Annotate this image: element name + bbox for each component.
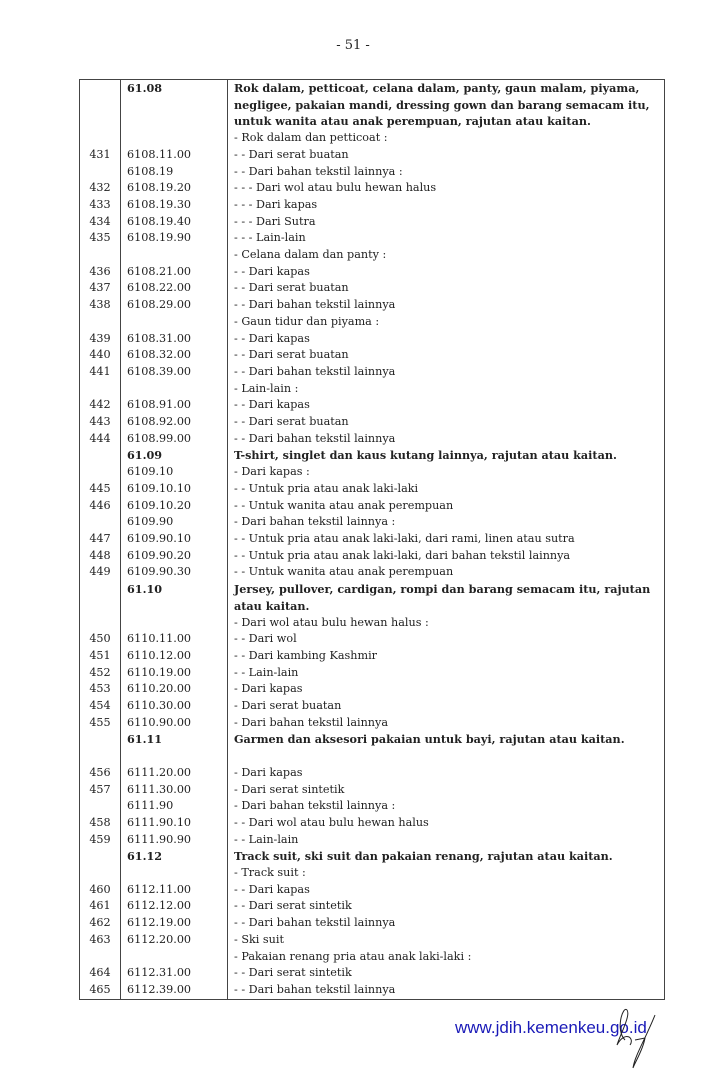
table-row	[80, 347, 665, 364]
description: - - Untuk pria atau anak laki-laki	[234, 481, 419, 495]
description: - - - Dari wol atau bulu hewan halus	[234, 181, 437, 195]
table-row	[80, 147, 665, 164]
hs-code: 6108.99.00	[121, 431, 228, 448]
description: - Celana dalam dan panty :	[234, 248, 387, 262]
row-number: 445	[80, 481, 121, 498]
hs-code: 61.09	[121, 447, 228, 464]
table-row	[80, 280, 665, 297]
description: - - Dari serat buatan	[234, 415, 349, 429]
row-number: 458	[80, 815, 121, 832]
row-number	[80, 381, 121, 398]
hs-code: 61.08	[121, 80, 228, 131]
description: - - Dari bahan tekstil lainnya	[234, 364, 396, 378]
table-row	[80, 264, 665, 281]
hs-code: 6108.19	[121, 164, 228, 181]
table-row	[80, 681, 665, 698]
table-row	[80, 514, 665, 531]
table-row	[80, 848, 665, 865]
hs-code: 6108.19.40	[121, 214, 228, 231]
row-number: 440	[80, 347, 121, 364]
table-row	[80, 531, 665, 548]
hs-code: 6109.90	[121, 514, 228, 531]
hs-code: 6109.90.30	[121, 564, 228, 581]
table-row	[80, 130, 665, 147]
signature-initials	[605, 1000, 665, 1070]
table-row	[80, 932, 665, 949]
row-number	[80, 731, 121, 764]
description: - - Untuk wanita atau anak perempuan	[234, 498, 454, 512]
hs-code: 6110.11.00	[121, 631, 228, 648]
table-row	[80, 815, 665, 832]
row-number	[80, 314, 121, 331]
hs-code: 6110.20.00	[121, 681, 228, 698]
description: - Track suit :	[234, 866, 306, 880]
table-row	[80, 197, 665, 214]
row-number: 453	[80, 681, 121, 698]
description: - - - Dari Sutra	[234, 214, 316, 228]
table-row	[80, 297, 665, 314]
description: - - Dari bahan tekstil lainnya	[234, 916, 396, 930]
table-row	[80, 915, 665, 932]
row-number	[80, 247, 121, 264]
row-number: 460	[80, 882, 121, 899]
table-row	[80, 498, 665, 515]
hs-code	[121, 130, 228, 147]
description: - - Dari serat buatan	[234, 147, 349, 161]
row-number: 455	[80, 715, 121, 732]
row-number: 441	[80, 364, 121, 381]
table-row	[80, 698, 665, 715]
hs-code: 6108.21.00	[121, 264, 228, 281]
table-row	[80, 965, 665, 982]
description: - Dari bahan tekstil lainnya	[234, 715, 388, 729]
table-row	[80, 665, 665, 682]
row-number	[80, 514, 121, 531]
row-number: 448	[80, 548, 121, 565]
table-row	[80, 982, 665, 999]
hs-code: 6109.90.20	[121, 548, 228, 565]
description: - - Dari serat buatan	[234, 281, 349, 295]
table-row	[80, 180, 665, 197]
hs-code: 6110.12.00	[121, 648, 228, 665]
hs-code: 6109.10	[121, 464, 228, 481]
table-row	[80, 782, 665, 799]
table-row	[80, 798, 665, 815]
description: - - Dari bahan tekstil lainnya	[234, 431, 396, 445]
table-row	[80, 865, 665, 882]
table-row	[80, 164, 665, 181]
row-number: 451	[80, 648, 121, 665]
row-number: 450	[80, 631, 121, 648]
tariff-table	[79, 79, 665, 1000]
row-number	[80, 581, 121, 614]
description: - - - Dari kapas	[234, 197, 318, 211]
hs-code	[121, 615, 228, 632]
table-row	[80, 631, 665, 648]
hs-code	[121, 314, 228, 331]
row-number: 456	[80, 765, 121, 782]
table-row	[80, 615, 665, 632]
hs-code: 6108.31.00	[121, 331, 228, 348]
table-row	[80, 214, 665, 231]
footer-url[interactable]: www.jdih.kemenkeu.go.id	[455, 1018, 647, 1037]
description: - Rok dalam dan petticoat :	[234, 131, 388, 145]
description: - - Untuk pria atau anak laki-laki, dari rami, linen atau sutra	[234, 531, 575, 545]
row-number	[80, 80, 121, 131]
description: - Dari bahan tekstil lainnya :	[234, 515, 396, 529]
row-number	[80, 615, 121, 632]
row-number: 452	[80, 665, 121, 682]
description: - Dari serat sintetik	[234, 782, 345, 796]
hs-code: 6110.90.00	[121, 715, 228, 732]
description: - Dari kapas	[234, 765, 303, 779]
hs-code: 6110.30.00	[121, 698, 228, 715]
table-row	[80, 765, 665, 782]
hs-code: 6108.29.00	[121, 297, 228, 314]
row-number	[80, 447, 121, 464]
description: - Dari kapas	[234, 682, 303, 696]
hs-code: 6108.22.00	[121, 280, 228, 297]
hs-code: 6108.32.00	[121, 347, 228, 364]
hs-code	[121, 865, 228, 882]
row-number: 436	[80, 264, 121, 281]
hs-code: 6108.39.00	[121, 364, 228, 381]
row-number: 462	[80, 915, 121, 932]
table-row	[80, 648, 665, 665]
table-row	[80, 314, 665, 331]
description: - - Dari bahan tekstil lainnya	[234, 298, 396, 312]
table-row	[80, 431, 665, 448]
table-row	[80, 949, 665, 966]
hs-code: 6108.19.30	[121, 197, 228, 214]
description: - - Dari kapas	[234, 882, 310, 896]
hs-code	[121, 381, 228, 398]
description: - - Untuk wanita atau anak perempuan	[234, 565, 454, 579]
description: T-shirt, singlet dan kaus kutang lainnya, rajutan atau kaitan.	[234, 448, 617, 463]
description: - - Dari kapas	[234, 398, 310, 412]
description: - Lain-lain :	[234, 381, 299, 395]
hs-code: 6112.11.00	[121, 882, 228, 899]
hs-code: 61.11	[121, 731, 228, 764]
hs-code: 6110.19.00	[121, 665, 228, 682]
row-number: 464	[80, 965, 121, 982]
description: - - Dari bahan tekstil lainnya	[234, 982, 396, 996]
row-number: 446	[80, 498, 121, 515]
row-number: 454	[80, 698, 121, 715]
table-row	[80, 581, 665, 614]
description: - - Lain-lain	[234, 665, 299, 679]
row-number: 465	[80, 982, 121, 999]
row-number: 461	[80, 898, 121, 915]
hs-code: 6108.19.90	[121, 230, 228, 247]
table-row	[80, 832, 665, 849]
row-number: 439	[80, 331, 121, 348]
hs-code: 6111.90.90	[121, 832, 228, 849]
description: Garmen dan aksesori pakaian untuk bayi, rajutan atau kaitan.	[234, 732, 625, 747]
table-row	[80, 80, 665, 131]
row-number	[80, 949, 121, 966]
row-number	[80, 164, 121, 181]
hs-code: 6112.31.00	[121, 965, 228, 982]
description: - - Dari kambing Kashmir	[234, 648, 378, 662]
description: - - Dari wol atau bulu hewan halus	[234, 815, 429, 829]
description: - - Dari bahan tekstil lainnya :	[234, 164, 403, 178]
description: - - Dari kapas	[234, 331, 310, 345]
description: - - - Lain-lain	[234, 231, 306, 245]
table-row	[80, 230, 665, 247]
row-number: 434	[80, 214, 121, 231]
row-number: 435	[80, 230, 121, 247]
hs-code: 61.10	[121, 581, 228, 614]
hs-code: 6108.11.00	[121, 147, 228, 164]
description: - Dari wol atau bulu hewan halus :	[234, 615, 429, 629]
hs-code: 6108.19.20	[121, 180, 228, 197]
table-row	[80, 414, 665, 431]
table-row	[80, 882, 665, 899]
description: - - Dari wol	[234, 632, 297, 646]
table-row	[80, 548, 665, 565]
row-number: 449	[80, 564, 121, 581]
hs-code: 6109.10.20	[121, 498, 228, 515]
hs-code: 6111.20.00	[121, 765, 228, 782]
description: - Ski suit	[234, 932, 284, 946]
table-row	[80, 481, 665, 498]
description: - Gaun tidur dan piyama :	[234, 314, 380, 328]
description: Jersey, pullover, cardigan, rompi dan barang semacam itu, rajutan atau kaitan.	[234, 582, 651, 613]
description: - Dari kapas :	[234, 465, 310, 479]
hs-code: 6112.12.00	[121, 898, 228, 915]
table-row	[80, 898, 665, 915]
table-row	[80, 564, 665, 581]
table-row	[80, 447, 665, 464]
hs-code: 61.12	[121, 848, 228, 865]
row-number: 443	[80, 414, 121, 431]
table-row	[80, 381, 665, 398]
row-number: 432	[80, 180, 121, 197]
table-row	[80, 331, 665, 348]
hs-code: 6109.90.10	[121, 531, 228, 548]
row-number	[80, 865, 121, 882]
hs-code: 6111.30.00	[121, 782, 228, 799]
row-number: 447	[80, 531, 121, 548]
hs-code	[121, 949, 228, 966]
row-number: 438	[80, 297, 121, 314]
row-number: 437	[80, 280, 121, 297]
hs-code: 6109.10.10	[121, 481, 228, 498]
hs-code	[121, 247, 228, 264]
hs-code: 6111.90	[121, 798, 228, 815]
row-number	[80, 848, 121, 865]
description: - - Untuk pria atau anak laki-laki, dari bahan tekstil lainnya	[234, 548, 571, 562]
page-number: - 51 -	[336, 38, 370, 53]
description: - Pakaian renang pria atau anak laki-laki :	[234, 949, 472, 963]
description: - Dari serat buatan	[234, 699, 342, 713]
description: - - Lain-lain	[234, 832, 299, 846]
table-row	[80, 397, 665, 414]
row-number: 431	[80, 147, 121, 164]
table-row	[80, 364, 665, 381]
row-number: 463	[80, 932, 121, 949]
row-number: 457	[80, 782, 121, 799]
table-row	[80, 464, 665, 481]
hs-code: 6112.19.00	[121, 915, 228, 932]
row-number	[80, 464, 121, 481]
row-number: 459	[80, 832, 121, 849]
hs-code: 6108.91.00	[121, 397, 228, 414]
hs-code: 6108.92.00	[121, 414, 228, 431]
hs-code: 6111.90.10	[121, 815, 228, 832]
table-row	[80, 731, 665, 764]
hs-code: 6112.20.00	[121, 932, 228, 949]
description: Track suit, ski suit dan pakaian renang, rajutan atau kaitan.	[234, 849, 613, 864]
row-number: 444	[80, 431, 121, 448]
description: - - Dari serat sintetik	[234, 899, 352, 913]
description: - - Dari serat buatan	[234, 348, 349, 362]
row-number	[80, 798, 121, 815]
description: - - Dari kapas	[234, 264, 310, 278]
description: Rok dalam, petticoat, celana dalam, panty, gaun malam, piyama, negligee, pakaian mandi, dressing gown dan barang semacam itu, untuk wanita atau anak perempuan, rajutan atau kaitan.	[234, 81, 650, 129]
table-row	[80, 247, 665, 264]
row-number	[80, 130, 121, 147]
row-number: 433	[80, 197, 121, 214]
description: - - Dari serat sintetik	[234, 966, 352, 980]
table-row	[80, 715, 665, 732]
description: - Dari bahan tekstil lainnya :	[234, 799, 396, 813]
row-number: 442	[80, 397, 121, 414]
hs-code: 6112.39.00	[121, 982, 228, 999]
